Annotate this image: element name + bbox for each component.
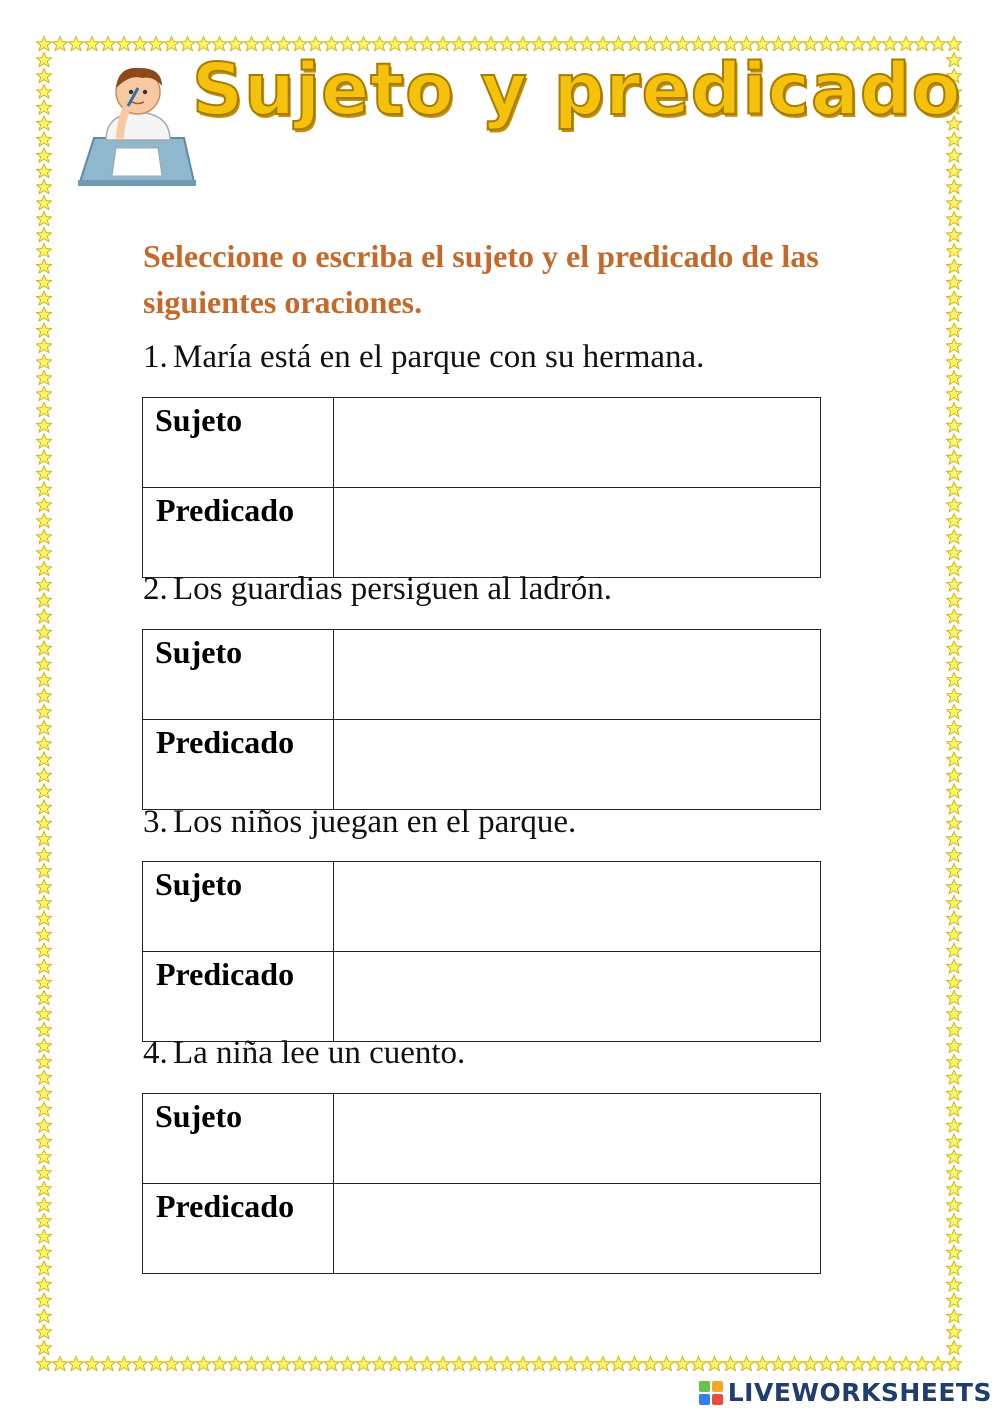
predicate-cell — [334, 720, 821, 810]
predicate-label: Predicado — [143, 488, 334, 578]
question-3 — [143, 802, 576, 842]
question-sentence: Los niños juegan en el parque. — [173, 804, 577, 840]
subject-cell — [334, 398, 821, 488]
predicate-input-1[interactable] — [334, 488, 820, 572]
liveworksheets-brand[interactable] — [698, 1378, 992, 1407]
subject-row — [143, 630, 821, 720]
answer-table-2 — [142, 629, 821, 810]
predicate-label: Predicado — [143, 720, 334, 810]
subject-input-1[interactable] — [334, 398, 820, 482]
predicate-input-2[interactable] — [334, 720, 820, 804]
question-number: 3. — [143, 804, 168, 840]
subject-input-3[interactable] — [334, 862, 820, 946]
question-4 — [143, 1033, 465, 1073]
subject-label: Sujeto — [143, 630, 334, 720]
question-2 — [143, 569, 612, 609]
brand-name: LIVEWORKSHEETS — [727, 1378, 992, 1407]
question-sentence: La niña lee un cuento. — [173, 1035, 466, 1071]
subject-cell — [334, 1094, 821, 1184]
question-sentence: María está en el parque con su hermana. — [173, 339, 705, 375]
predicate-row — [143, 720, 821, 810]
predicate-row — [143, 952, 821, 1042]
predicate-row — [143, 488, 821, 578]
answer-table-1 — [142, 397, 821, 578]
question-sentence: Los guardias persiguen al ladrón. — [173, 571, 612, 607]
predicate-label: Predicado — [143, 1184, 334, 1274]
question-1 — [143, 337, 704, 377]
predicate-row — [143, 1184, 821, 1274]
boy-thinking-at-desk-icon — [76, 58, 200, 190]
question-number: 2. — [143, 571, 168, 607]
subject-input-2[interactable] — [334, 630, 820, 714]
subject-row — [143, 1094, 821, 1184]
subject-label: Sujeto — [143, 1094, 334, 1184]
subject-label: Sujeto — [143, 862, 334, 952]
predicate-input-3[interactable] — [334, 952, 820, 1036]
liveworksheets-logo-icon — [698, 1380, 724, 1406]
subject-cell — [334, 630, 821, 720]
predicate-cell — [334, 952, 821, 1042]
predicate-cell — [334, 488, 821, 578]
subject-row — [143, 862, 821, 952]
predicate-label: Predicado — [143, 952, 334, 1042]
predicate-input-4[interactable] — [334, 1184, 820, 1268]
page-title: Sujeto y predicado — [192, 48, 962, 131]
subject-cell — [334, 862, 821, 952]
question-number: 4. — [143, 1035, 168, 1071]
answer-table-4 — [142, 1093, 821, 1274]
subject-input-4[interactable] — [334, 1094, 820, 1178]
subject-row — [143, 398, 821, 488]
instructions: Seleccione o escriba el sujeto y el predicado de las siguientes oraciones. — [143, 238, 819, 320]
question-number: 1. — [143, 339, 168, 375]
subject-label: Sujeto — [143, 398, 334, 488]
predicate-cell — [334, 1184, 821, 1274]
answer-table-3 — [142, 861, 821, 1042]
